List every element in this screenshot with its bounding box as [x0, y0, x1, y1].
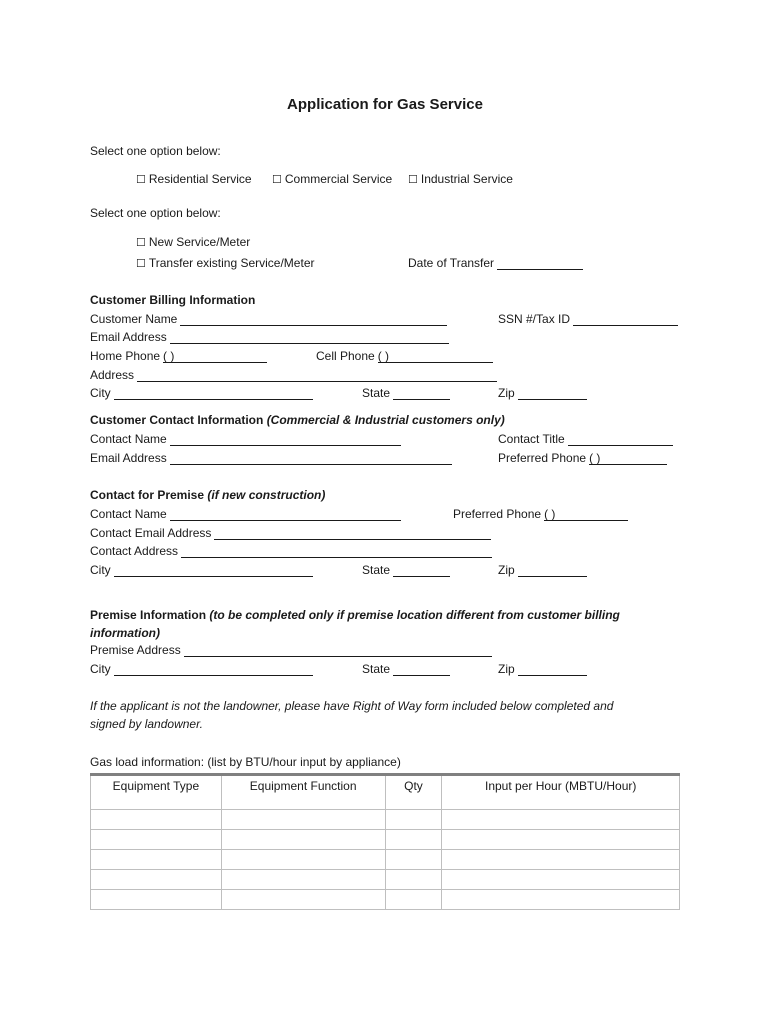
premise-contact-name-input[interactable] [170, 508, 401, 521]
contact-phone-mask: ( ) [589, 451, 601, 465]
premise-zip-label: Zip [498, 662, 515, 676]
commercial-checkbox-icon[interactable]: ☐ [272, 174, 282, 186]
table-cell[interactable] [385, 850, 442, 870]
cell-phone-input[interactable] [378, 349, 493, 363]
gas-load-table [90, 773, 680, 910]
billing-zip-field[interactable] [498, 386, 587, 400]
contact-heading-text: Customer Contact Information [90, 413, 264, 427]
table-cell[interactable] [221, 890, 385, 910]
premise-city-label: City [90, 662, 111, 676]
table-cell[interactable] [91, 890, 222, 910]
contact-title-input[interactable] [568, 433, 673, 446]
table-row [91, 810, 680, 830]
commercial-option[interactable] [272, 172, 392, 187]
premise-address-input[interactable] [184, 644, 492, 657]
table-cell[interactable] [91, 810, 222, 830]
premise-contact-heading-text: Contact for Premise [90, 488, 205, 502]
date-of-transfer-field[interactable] [408, 256, 583, 270]
customer-name-input[interactable] [180, 313, 447, 326]
premise-phone-field[interactable] [453, 507, 628, 521]
contact-email-input[interactable] [170, 452, 452, 465]
table-cell[interactable] [385, 890, 442, 910]
table-row [91, 830, 680, 850]
col-input-per-hour: Input per Hour (MBTU/Hour) [442, 775, 680, 810]
ssn-field[interactable] [498, 312, 678, 326]
table-cell[interactable] [91, 830, 222, 850]
gas-load-caption: Gas load information: (list by BTU/hour input by appliance) [90, 755, 401, 769]
contact-name-input[interactable] [170, 433, 401, 446]
premise-phone-label: Preferred Phone [453, 507, 542, 521]
premise-state-label: State [362, 662, 391, 676]
premise-contact-name-field[interactable] [90, 507, 401, 521]
date-of-transfer-label: Date of Transfer [408, 256, 495, 270]
table-cell[interactable] [221, 850, 385, 870]
billing-email-input[interactable] [170, 331, 449, 344]
transfer-option[interactable] [136, 256, 314, 271]
table-cell[interactable] [442, 830, 680, 850]
landowner-note-line-1: If the applicant is not the landowner, please have Right of Way form included below completed and [90, 699, 614, 713]
transfer-checkbox-icon[interactable]: ☐ [136, 258, 146, 270]
table-row [91, 850, 680, 870]
billing-city-label: City [90, 386, 111, 400]
premise-contact-address-input[interactable] [181, 545, 492, 558]
premise-contact-email-field[interactable] [90, 526, 491, 540]
new-service-label: New Service/Meter [148, 235, 251, 249]
new-service-checkbox-icon[interactable]: ☐ [136, 237, 146, 249]
premise-phone-mask: ( ) [544, 507, 556, 521]
contact-title-field[interactable] [498, 432, 673, 446]
ssn-input[interactable] [573, 313, 678, 326]
home-phone-mask: ( ) [163, 349, 175, 363]
industrial-option[interactable] [408, 172, 513, 187]
commercial-label: Commercial Service [284, 172, 393, 186]
contact-phone-input[interactable] [589, 451, 667, 465]
premise-contact-city-input[interactable] [114, 564, 313, 577]
premise-contact-city-label: City [90, 563, 111, 577]
new-service-option[interactable] [136, 235, 250, 250]
billing-email-label: Email Address [90, 330, 167, 344]
contact-name-field[interactable] [90, 432, 401, 446]
premise-contact-zip-input[interactable] [518, 564, 587, 577]
contact-phone-field[interactable] [498, 451, 667, 465]
premise-contact-address-field[interactable] [90, 544, 492, 558]
premise-info-heading-text: Premise Information [90, 608, 207, 622]
industrial-checkbox-icon[interactable]: ☐ [408, 174, 418, 186]
billing-city-field[interactable] [90, 386, 313, 400]
billing-state-label: State [362, 386, 391, 400]
billing-address-label: Address [90, 368, 135, 382]
home-phone-field[interactable] [90, 349, 267, 363]
premise-contact-name-label: Contact Name [90, 507, 167, 521]
premise-zip-input[interactable] [518, 663, 587, 676]
premise-contact-city-field[interactable] [90, 563, 313, 577]
contact-email-label: Email Address [90, 451, 167, 465]
premise-phone-input[interactable] [544, 507, 628, 521]
table-cell[interactable] [91, 850, 222, 870]
customer-name-field[interactable] [90, 312, 447, 326]
table-cell[interactable] [91, 870, 222, 890]
billing-email-field[interactable] [90, 330, 449, 344]
premise-address-label: Premise Address [90, 643, 181, 657]
industrial-label: Industrial Service [420, 172, 513, 186]
billing-city-input[interactable] [114, 387, 313, 400]
premise-contact-state-field[interactable] [362, 563, 450, 577]
premise-city-input[interactable] [114, 663, 313, 676]
premise-contact-address-label: Contact Address [90, 544, 179, 558]
billing-zip-label: Zip [498, 386, 515, 400]
table-cell[interactable] [221, 810, 385, 830]
premise-contact-email-label: Contact Email Address [90, 526, 212, 540]
cell-phone-mask: ( ) [377, 349, 390, 363]
premise-contact-state-label: State [362, 563, 391, 577]
premise-contact-heading-note: (if new construction) [207, 488, 326, 502]
table-cell[interactable] [221, 870, 385, 890]
premise-zip-field[interactable] [498, 662, 587, 676]
contact-phone-label: Preferred Phone [498, 451, 587, 465]
table-cell[interactable] [442, 850, 680, 870]
col-qty: Qty [385, 775, 442, 810]
page-title: Application for Gas Service [287, 96, 483, 113]
billing-state-input[interactable] [393, 387, 450, 400]
table-cell[interactable] [442, 870, 680, 890]
contact-title-label: Contact Title [498, 432, 565, 446]
table-row [91, 870, 680, 890]
service-prompt: Select one option below: [90, 144, 221, 158]
col-equipment-type: Equipment Type [91, 775, 222, 810]
billing-address-input[interactable] [137, 369, 497, 382]
customer-name-label: Customer Name [90, 312, 178, 326]
landowner-note-line-2: signed by landowner. [90, 717, 203, 731]
table-cell[interactable] [221, 830, 385, 850]
transfer-label: Transfer existing Service/Meter [148, 256, 315, 270]
premise-contact-zip-label: Zip [498, 563, 515, 577]
contact-heading-note: (Commercial & Industrial customers only) [266, 413, 505, 427]
premise-info-heading [90, 608, 620, 622]
billing-heading: Customer Billing Information [90, 293, 256, 307]
contact-heading [90, 413, 505, 427]
billing-state-field[interactable] [362, 386, 450, 400]
col-equipment-function: Equipment Function [221, 775, 385, 810]
premise-contact-email-input[interactable] [214, 527, 491, 540]
cell-phone-label: Cell Phone [316, 349, 375, 363]
premise-info-heading-note-2: information) [90, 626, 160, 640]
table-header-row [91, 775, 680, 810]
table-cell[interactable] [442, 890, 680, 910]
table-cell[interactable] [385, 830, 442, 850]
residential-label: Residential Service [148, 172, 252, 186]
meter-prompt: Select one option below: [90, 206, 221, 220]
premise-info-heading-note: (to be completed only if premise location different from customer billing [209, 608, 620, 622]
date-of-transfer-input[interactable] [497, 257, 583, 270]
billing-address-field[interactable] [90, 368, 497, 382]
premise-contact-state-input[interactable] [393, 564, 450, 577]
premise-contact-zip-field[interactable] [498, 563, 587, 577]
residential-option[interactable] [136, 172, 252, 187]
premise-state-field[interactable] [362, 662, 450, 676]
premise-state-input[interactable] [393, 663, 450, 676]
contact-email-field[interactable] [90, 451, 452, 465]
residential-checkbox-icon[interactable]: ☐ [136, 174, 146, 186]
ssn-label: SSN #/Tax ID [498, 312, 571, 326]
home-phone-label: Home Phone [90, 349, 161, 363]
premise-contact-heading [90, 488, 325, 502]
billing-zip-input[interactable] [518, 387, 587, 400]
table-row [91, 890, 680, 910]
table-cell[interactable] [385, 870, 442, 890]
contact-name-label: Contact Name [90, 432, 167, 446]
premise-city-field[interactable] [90, 662, 313, 676]
home-phone-input[interactable] [163, 349, 267, 363]
table-cell[interactable] [385, 810, 442, 830]
premise-address-field[interactable] [90, 643, 492, 657]
table-cell[interactable] [442, 810, 680, 830]
cell-phone-field[interactable] [316, 349, 493, 363]
